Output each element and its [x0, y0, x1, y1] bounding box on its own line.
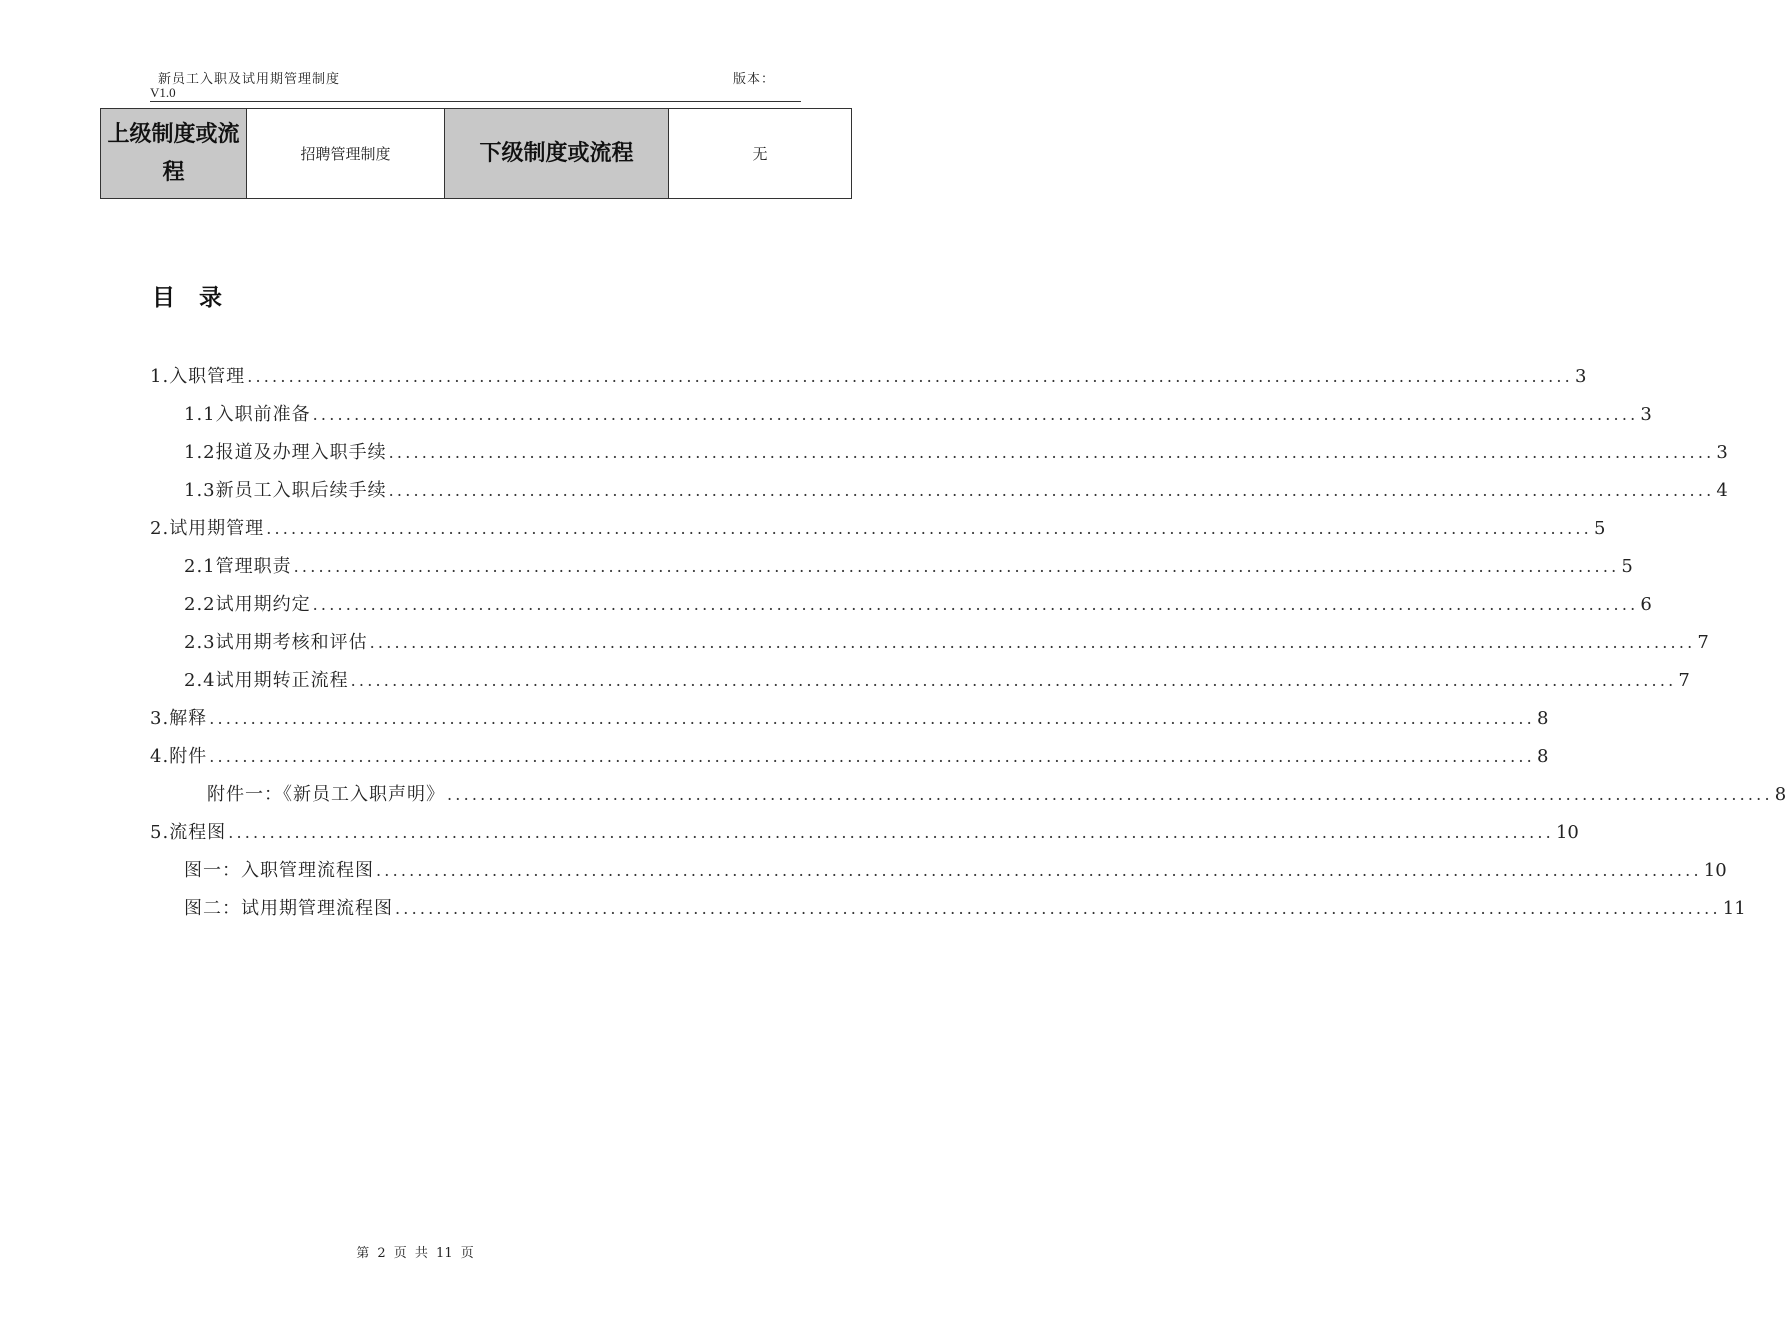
toc-entry[interactable] [184, 552, 1633, 577]
toc-entry[interactable] [150, 818, 1579, 843]
toc-entry-number: 4. [150, 746, 170, 767]
toc-entry-page: 6 [1640, 594, 1652, 615]
toc-entry-label: 管理职责 [215, 556, 292, 577]
toc-entry-label: 入职管理 [169, 366, 246, 387]
toc-leader-dots: ................................................................................................................................................................ [228, 823, 1554, 842]
relations-table [100, 108, 852, 199]
toc-entry-label: 新员工入职后续手续 [215, 480, 387, 501]
toc-entry-label: 试用期管理 [169, 518, 265, 539]
toc-entry-page: 8 [1536, 708, 1549, 729]
toc-leader-dots: ................................................................................................................................................................ [369, 633, 1696, 652]
toc-entry-label: 附件一：《新员工入职声明》 [207, 784, 445, 805]
toc-entry-number: 5. [150, 822, 170, 843]
toc-entry-page: 3 [1574, 366, 1587, 387]
toc-entry-label: 试用期约定 [215, 594, 311, 615]
toc-title: 目 录 [152, 285, 231, 311]
header-version-value: V1.0 [150, 85, 176, 100]
toc-leader-dots: ................................................................................................................................................................ [266, 519, 1592, 538]
toc-entry-page: 8 [1536, 746, 1549, 767]
toc-entry-label: 图二：试用期管理流程图 [184, 898, 393, 919]
toc-entry[interactable] [150, 362, 1587, 387]
toc-leader-dots: ................................................................................................................................................................ [350, 671, 1677, 690]
toc-entry-page: 5 [1621, 556, 1633, 577]
toc-entry[interactable] [184, 590, 1652, 615]
toc-leader-dots: ................................................................................................................................................................ [209, 747, 1535, 766]
header-doc-title: 新员工入职及试用期管理制度 [158, 72, 341, 87]
toc-leader-dots: ................................................................................................................................................................ [395, 899, 1721, 918]
toc-entry[interactable] [184, 476, 1728, 501]
toc-entry-label: 图一：入职管理流程图 [184, 860, 374, 881]
toc-entry[interactable] [184, 628, 1709, 653]
toc-entry-number: 2.3 [184, 632, 216, 653]
toc-leader-dots: ................................................................................................................................................................ [312, 405, 1639, 424]
toc-entry-number: 1.1 [184, 404, 216, 425]
toc-entry-number: 2.1 [184, 556, 216, 577]
toc-entry-page: 11 [1722, 898, 1746, 919]
toc-leader-dots: ................................................................................................................................................................ [293, 557, 1620, 576]
toc-entry-label: 试用期考核和评估 [215, 632, 368, 653]
toc-leader-dots: ................................................................................................................................................................ [388, 481, 1715, 500]
toc-entry-label: 流程图 [169, 822, 227, 843]
toc-entry-label: 入职前准备 [215, 404, 311, 425]
toc-entry[interactable] [207, 780, 1786, 805]
upper-process-label: 上级制度或流程 [101, 109, 247, 199]
toc-entry-number: 2.4 [184, 670, 216, 691]
toc-leader-dots: ................................................................................................................................................................ [247, 367, 1573, 386]
toc-entry-label: 试用期转正流程 [215, 670, 349, 691]
header-divider [150, 101, 801, 102]
toc-entry-label: 解释 [169, 708, 208, 729]
upper-process-value: 招聘管理制度 [247, 109, 445, 199]
toc-leader-dots: ................................................................................................................................................................ [209, 709, 1535, 728]
toc-entry[interactable] [184, 856, 1727, 881]
toc-entry[interactable] [150, 742, 1549, 767]
toc-leader-dots: ................................................................................................................................................................ [376, 861, 1702, 880]
toc-entry-number: 2.2 [184, 594, 216, 615]
toc-entry[interactable] [184, 400, 1652, 425]
toc-entry-page: 8 [1774, 784, 1786, 805]
toc-entry-number: 1.2 [184, 442, 216, 463]
toc-entry-page: 7 [1678, 670, 1690, 691]
toc-entry-number: 3. [150, 708, 170, 729]
toc-entry-page: 4 [1716, 480, 1728, 501]
toc-entry-page: 3 [1716, 442, 1728, 463]
toc-entry[interactable] [184, 894, 1746, 919]
toc-entry[interactable] [184, 438, 1728, 463]
toc-entry-page: 10 [1555, 822, 1579, 843]
toc-entry[interactable] [184, 666, 1690, 691]
toc-entry-label: 附件 [169, 746, 208, 767]
toc-entry-page: 3 [1640, 404, 1652, 425]
toc-leader-dots: ................................................................................................................................................................ [447, 785, 1773, 804]
toc-leader-dots: ................................................................................................................................................................ [312, 595, 1639, 614]
toc-leader-dots: ................................................................................................................................................................ [388, 443, 1715, 462]
toc-entry-page: 10 [1703, 860, 1727, 881]
toc-entry-number: 1. [150, 366, 170, 387]
toc-entry[interactable] [150, 514, 1606, 539]
page-footer: 第 2 页 共 11 页 [356, 1246, 474, 1261]
toc-entry-number: 2. [150, 518, 170, 539]
toc-entry-label: 报道及办理入职手续 [215, 442, 387, 463]
lower-process-value: 无 [669, 109, 852, 199]
toc-entry-page: 7 [1697, 632, 1709, 653]
toc-entry[interactable] [150, 704, 1549, 729]
header-version-label: 版本： [733, 72, 776, 87]
lower-process-label: 下级制度或流程 [445, 109, 669, 199]
toc-entry-page: 5 [1593, 518, 1606, 539]
toc-entry-number: 1.3 [184, 480, 216, 501]
